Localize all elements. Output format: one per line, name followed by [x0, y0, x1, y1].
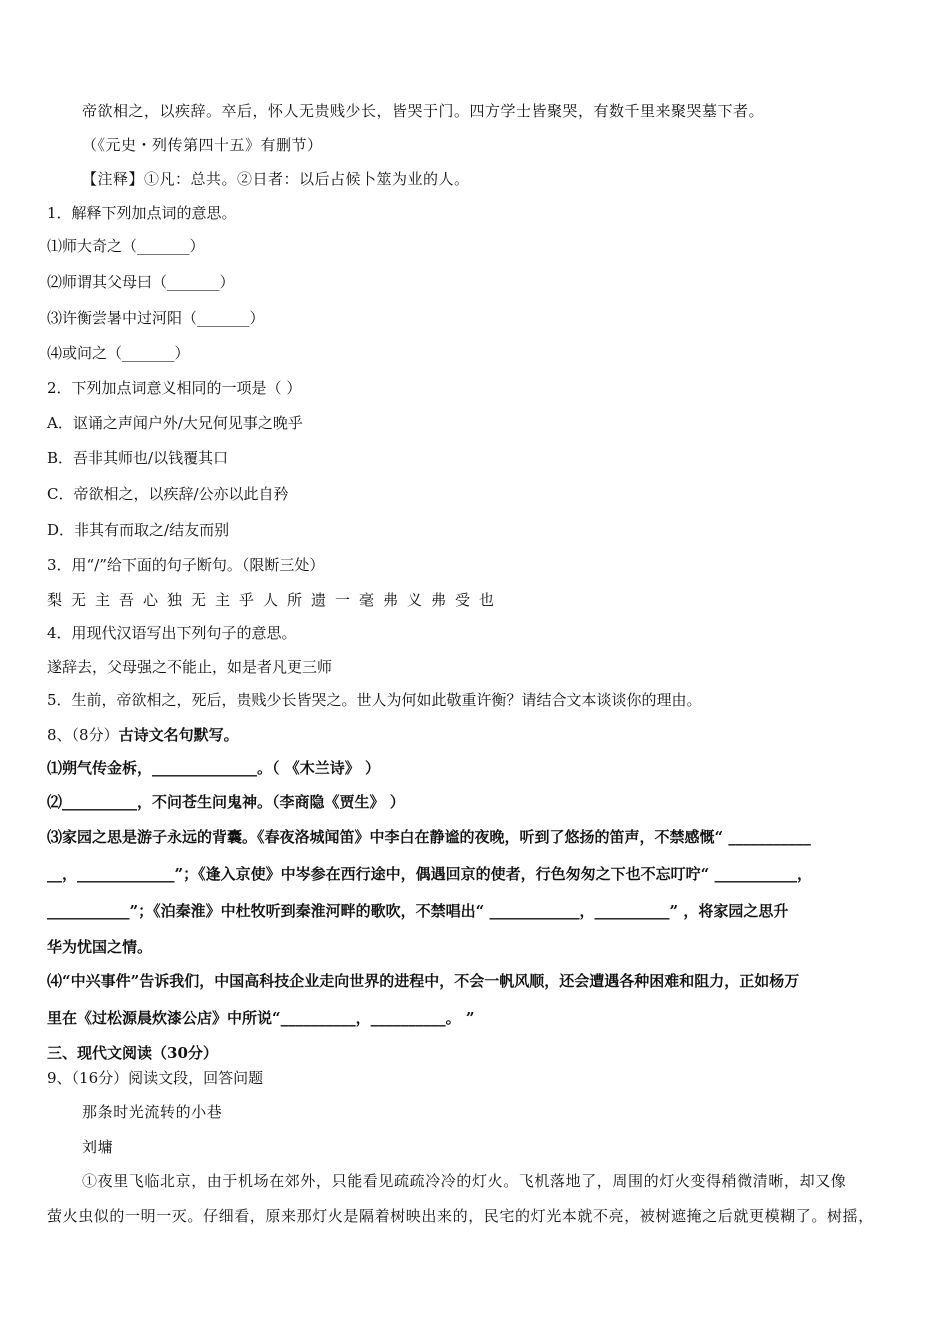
q8-line-3b: __，_____________”；《逢入京使》中岑参在西行途中，偶遇回京的使者，行色匆匆之下也不忘叮咛“ ___________， — [47, 865, 812, 883]
q2-stem: 2．下列加点词意义相同的一项是（ ） — [47, 379, 302, 397]
q8-line-2: ⑵__________，不问苍生问鬼神。（李商隐《贾生》 ） — [47, 793, 405, 811]
q2-option-d: D．非其有而取之/结友而别 — [47, 521, 230, 539]
article-para-1a: ①夜里飞临北京，由于机场在郊外，只能看见疏疏冷冷的灯火。飞机落地了，周围的灯火变得稍微清晰，却又像 — [82, 1172, 847, 1190]
article-author: 刘墉 — [82, 1138, 114, 1156]
q1-item-1: ⑴师大奇之（_______） — [47, 237, 205, 255]
article-para-1b: 萤火虫似的一明一灭。仔细看，原来那灯火是隔着树映出来的，民宅的灯光本就不亮，被树遮掩之后就更模糊了。树摇， — [47, 1207, 874, 1225]
q4-stem: 4．用现代汉语写出下列句子的意思。 — [47, 624, 297, 642]
q8-line-3d: 华为忧国之情。 — [47, 938, 153, 956]
q3-stem: 3．用“/”给下面的句子断句。（限断三处） — [47, 556, 325, 574]
q9-stem: 9、（16分）阅读文段，回答问题 — [47, 1069, 264, 1087]
q1-stem: 1．解释下列加点词的意思。 — [47, 204, 237, 222]
article-title: 那条时光流转的小巷 — [82, 1103, 223, 1121]
q2-option-a: A．讴诵之声闻户外/大兄何见事之晚乎 — [47, 414, 303, 432]
q1-item-4: ⑷或问之（_______） — [47, 344, 190, 362]
q8-header — [47, 725, 239, 745]
section-title: 三、现代文阅读（30分） — [47, 1044, 218, 1062]
q8-line-1: ⑴朔气传金柝，______________。（ 《木兰诗》 ） — [47, 759, 380, 777]
q3-text: 梨无主吾心独无主乎人所遗一毫弗义弗受也 — [47, 591, 504, 609]
q5-stem: 5．生前，帝欲相之，死后，贵贱少长皆哭之。世人为何如此敬重许衡？请结合文本谈谈你的理由。 — [47, 691, 702, 709]
source-citation: （《元史・列传第四十五》有删节） — [82, 136, 323, 154]
q4-text: 遂辞去，父母强之不能止，如是者凡更三师 — [47, 658, 333, 676]
q8-line-3a: ⑶家园之思是游子永远的背囊。《春夜洛城闻笛》中李白在静谧的夜晚，听到了悠扬的笛声，不禁感慨“ ___________ — [47, 828, 811, 846]
q8-title: 古诗文名句默写。 — [118, 726, 239, 744]
q2-option-b: B．吾非其师也/以钱覆其口 — [47, 449, 229, 467]
q8-score: 8、（8分） — [47, 726, 119, 744]
q1-item-2: ⑵师谓其父母曰（_______） — [47, 273, 235, 291]
q8-line-4b: 里在《过松源晨炊漆公店》中所说“__________，__________。 ” — [47, 1009, 475, 1027]
passage-end-line: 帝欲相之，以疾辞。卒后，怀人无贵贱少长，皆哭于门。四方学士皆聚哭，有数千里来聚哭墓下者。 — [82, 102, 765, 120]
annotation-note: 【注释】①凡：总共。②日者：以后占候卜筮为业的人。 — [82, 170, 470, 188]
q1-item-3: ⑶许衡尝暑中过河阳（_______） — [47, 309, 265, 327]
q2-option-c: C．帝欲相之，以疾辞/公亦以此自矜 — [47, 485, 289, 503]
q8-line-4a: ⑷“中兴事件”告诉我们，中国高科技企业走向世界的进程中，不会一帆风顺，还会遭遇各种困难和阻力，正如杨万 — [47, 972, 800, 990]
q8-line-3c: ___________”；《泊秦淮》中杜牧听到秦淮河畔的歌吹，不禁唱出“ ____________，__________” ，将家园之思升 — [47, 902, 789, 920]
